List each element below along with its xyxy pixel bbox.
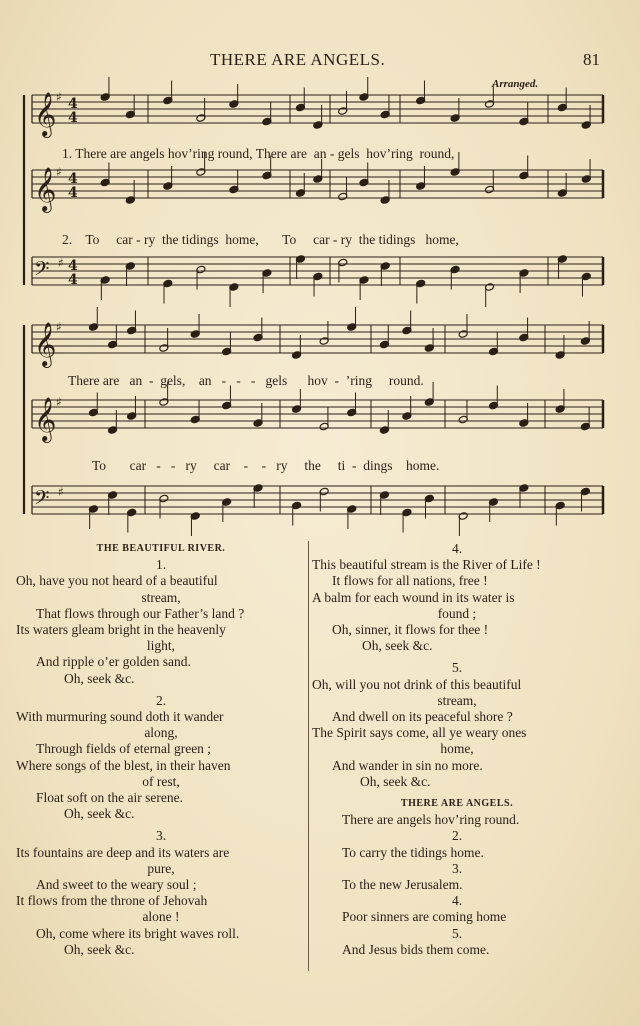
stanza-number: 3. <box>155 828 167 844</box>
verse-number: 3. <box>451 860 463 876</box>
verse-line: And Jesus bids them come. <box>342 941 490 957</box>
stanza-line: of rest, <box>142 773 180 789</box>
stanza-refrain: Oh, seek &c. <box>64 806 135 822</box>
stanza-line: along, <box>144 725 178 741</box>
stanza-line: That flows through our Father’s land ? <box>36 605 245 621</box>
stanza-line: And sweet to the weary soul ; <box>36 877 197 893</box>
verse-number: 4. <box>451 893 463 909</box>
stanza-4 <box>312 541 602 654</box>
stanza-line: It flows from the throne of Jehovah <box>16 893 208 909</box>
stanza-line: Where songs of the blest, in their haven <box>16 757 231 773</box>
stanza-line: And wander in sin no more. <box>332 757 483 773</box>
time-signature: 4 <box>68 258 78 274</box>
right-column <box>312 541 602 958</box>
stanza-refrain: Oh, seek &c. <box>64 670 135 686</box>
stanza-line: Its waters gleam bright in the heavenly <box>16 622 226 638</box>
treble-clef-icon: 𝄞 <box>34 92 57 136</box>
stanza-line: The Spirit says come, all ye weary ones <box>312 725 527 741</box>
treble-clef-icon: 𝄞 <box>34 167 57 211</box>
stanza-line: It flows for all nations, free ! <box>332 573 488 589</box>
sharp-icon: ♯ <box>56 395 62 409</box>
bass-clef-icon: 𝄢 <box>34 486 50 514</box>
stanza-line: stream, <box>437 692 477 708</box>
hymn-heading-beautiful-river: THE BEAUTIFUL RIVER. <box>96 543 226 554</box>
stanza-line: light, <box>146 638 176 654</box>
sharp-icon: ♯ <box>56 90 62 104</box>
sharp-icon: ♯ <box>56 165 62 179</box>
stanza-line: Its fountains are deep and its waters are <box>16 844 230 860</box>
time-signature: 4 <box>68 272 78 288</box>
score-lyric-verse1: 1. There are angels hov’ring round, There are an - gels hov’ring round, <box>62 146 455 161</box>
short-verses <box>312 812 602 958</box>
stanza-line: A balm for each wound in its water is <box>312 589 515 605</box>
stanza-line: Oh, have you not heard of a beautiful <box>16 573 218 589</box>
treble-clef-icon: 𝄞 <box>34 322 57 366</box>
verse-number: 5. <box>451 925 463 941</box>
stanza-refrain: Oh, seek &c. <box>360 773 431 789</box>
stanza-line: With murmuring sound doth it wander <box>16 709 224 725</box>
stanza-line: Oh, will you not drink of this beautiful <box>312 676 522 692</box>
time-signature: 4 <box>68 96 78 112</box>
stanza-5 <box>312 660 602 790</box>
treble-clef-icon: 𝄞 <box>34 397 57 441</box>
score-lyric-system2-line2: To car - - ry car - - ry the ti - dings home. <box>92 458 440 473</box>
stanza-refrain: Oh, seek &c. <box>64 941 135 957</box>
score-lyric-verse2: 2. To car - ry the tidings home, To car - ry the tidings home, <box>62 232 459 247</box>
verse-line: To carry the tidings home. <box>342 844 484 860</box>
stanza-line: stream, <box>141 589 181 605</box>
time-signature: 4 <box>68 171 78 187</box>
sharp-icon: ♯ <box>58 485 64 499</box>
stanza-line: Through fields of eternal green ; <box>36 741 212 757</box>
stanza-line: pure, <box>147 860 175 876</box>
hymn-heading-there-are-angels: THERE ARE ANGELS. <box>400 798 514 810</box>
verse-line: There are angels hov’ring round. <box>342 812 520 828</box>
bass-clef-icon: 𝄢 <box>34 257 50 285</box>
stanza-line: This beautiful stream is the River of Life ! <box>312 557 541 573</box>
stanza-number: 1. <box>155 557 167 573</box>
stanza-2 <box>16 693 306 823</box>
stanza-line: Float soft on the air serene. <box>36 790 183 806</box>
score-lyric-system2-line1: There are an - gels, an - - - gels hov - ’ring round. <box>68 373 424 388</box>
sharp-icon: ♯ <box>58 256 64 270</box>
stanza-3 <box>16 828 306 958</box>
stanza-line: alone ! <box>142 909 180 925</box>
page-number: 81 <box>583 50 600 69</box>
stanza-line: home, <box>440 741 474 757</box>
stanza-line: Oh, come where its bright waves roll. <box>36 925 240 941</box>
verse-number: 2. <box>451 828 463 844</box>
arranged-note: Arranged. <box>492 78 539 90</box>
stanza-line: Oh, sinner, it flows for thee ! <box>332 622 489 638</box>
stanza-line: And ripple o’er golden sand. <box>36 654 191 670</box>
verse-line: Poor sinners are coming home <box>342 909 507 925</box>
stanza-refrain: Oh, seek &c. <box>362 638 433 654</box>
verse-line: To the new Jerusalem. <box>342 877 463 893</box>
page-title: THERE ARE ANGELS. <box>210 50 386 69</box>
time-signature: 4 <box>68 185 78 201</box>
column-divider <box>308 541 309 971</box>
stanza-number: 5. <box>451 660 463 676</box>
sharp-icon: ♯ <box>56 320 62 334</box>
time-signature: 4 <box>68 110 78 126</box>
stanza-number: 4. <box>451 541 463 556</box>
stanza-line: found ; <box>437 605 477 621</box>
stanza-line: And dwell on its peaceful shore ? <box>332 709 513 725</box>
stanza-1 <box>16 557 306 687</box>
left-column <box>16 541 306 958</box>
stanza-number: 2. <box>155 692 167 708</box>
